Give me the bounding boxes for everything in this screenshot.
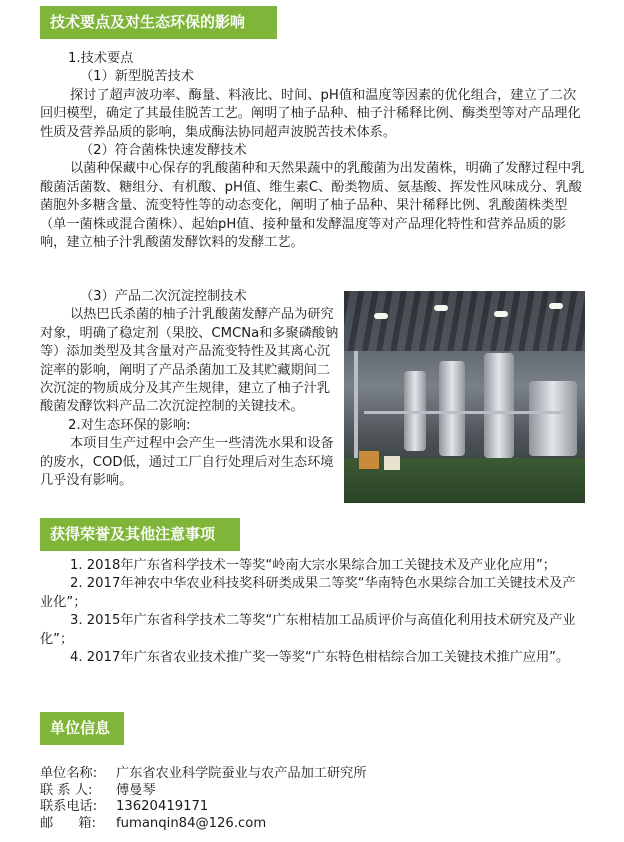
sub3-text: 以热巴氏杀菌的柚子汁乳酸菌发酵产品为研究对象，明确了稳定剂（果胶、CMCNa和多聚磷酸钠等）添加类型及其含量对产品流变特性及其离心沉淀率的影响，阐明了产品杀菌加工及其贮藏期间二次沉淀的物质成分及其产生规律，建立了柚子汁乳酸菌发酵饮料产品二次沉淀控制的关键技术。 [40, 307, 339, 415]
info-value: 13620419171 [116, 799, 209, 815]
honor-item: 2. 2017年神农中华农业科技奖科研类成果二等奖“华南特色水果综合加工关键技术及产业化”； [40, 576, 576, 610]
info-label: 联 系 人: [40, 782, 93, 798]
sub1-text: 探讨了超声波功率、酶量、料液比、时间、pH值和温度等因素的优化组合，建立了二次回归模型，确定了其最佳脱苦工艺。阐明了柚子品种、柚子汁稀释比例、酶类型等对产品理化性质及营养品质的影响，集成酶法协同超声波脱苦技术体系。 [40, 87, 581, 140]
info-label: 单位名称: [40, 766, 98, 781]
eco-text: 本项目生产过程中会产生一些清洗水果和设备的废水，COD低，通过工厂自行处理后对生态环境几乎没有影响。 [40, 436, 334, 489]
honor-item: 3. 2015年广东省科学技术二等奖“广东柑桔加工品质评价与高值化利用技术研究及产业化”； [40, 613, 576, 647]
email-link[interactable]: fumanqin84@126.com [116, 815, 267, 831]
tech-content-lower [40, 288, 340, 490]
honor-item: 1. 2018年广东省科学技术一等奖“岭南大宗水果综合加工关键技术及产业化应用”； [70, 558, 556, 573]
unit-info [40, 766, 585, 832]
tech-content [40, 50, 585, 252]
info-label: 联系电话: [40, 799, 98, 815]
sub1-heading: （1）新型脱苦技术 [80, 69, 194, 85]
sub3-heading: （3）产品二次沉淀控制技术 [80, 289, 247, 304]
eco-heading: 2.对生态环保的影响: [68, 417, 191, 433]
tech-heading: 1.技术要点 [68, 51, 134, 66]
section-title-unit: 单位信息 [40, 712, 124, 745]
info-row-email [40, 816, 585, 833]
section-title-honors: 获得荣誉及其他注意事项 [40, 518, 240, 551]
sub2-heading: （2）符合菌株快速发酵技术 [80, 143, 247, 159]
sub2-text: 以菌种保藏中心保存的乳酸菌种和天然果蔬中的乳酸菌为出发菌株，明确了发酵过程中乳酸菌活菌数、糖组分、有机酸、pH值、维生素C、酚类物质、氨基酸、挥发性风味成分、乳酸菌胞外多糖含量、流变特性等的动态变化，阐明了柚子品种、果汁稀释比例、乳酸菌株类型（单一菌株或混合菌株）、起始pH值、接种量和发酵温度等对产品理化特性和营养品质的影响，建立柚子汁乳酸菌发酵饮料的发酵工艺。 [40, 161, 585, 251]
info-value: 广东省农业科学院蚕业与农产品加工研究所 [116, 766, 367, 781]
section-title-tech: 技术要点及对生态环保的影响 [40, 6, 277, 39]
factory-photo [344, 291, 585, 503]
honors-list [40, 557, 585, 667]
info-row-contact [40, 783, 585, 800]
info-label: 邮 箱: [40, 815, 96, 831]
info-row-unit [40, 766, 585, 783]
info-value: 傅曼琴 [116, 782, 156, 798]
info-row-phone [40, 799, 585, 816]
honor-item: 4. 2017年广东省农业技术推广奖一等奖“广东特色柑桔综合加工关键技术推广应用”。 [70, 650, 570, 666]
